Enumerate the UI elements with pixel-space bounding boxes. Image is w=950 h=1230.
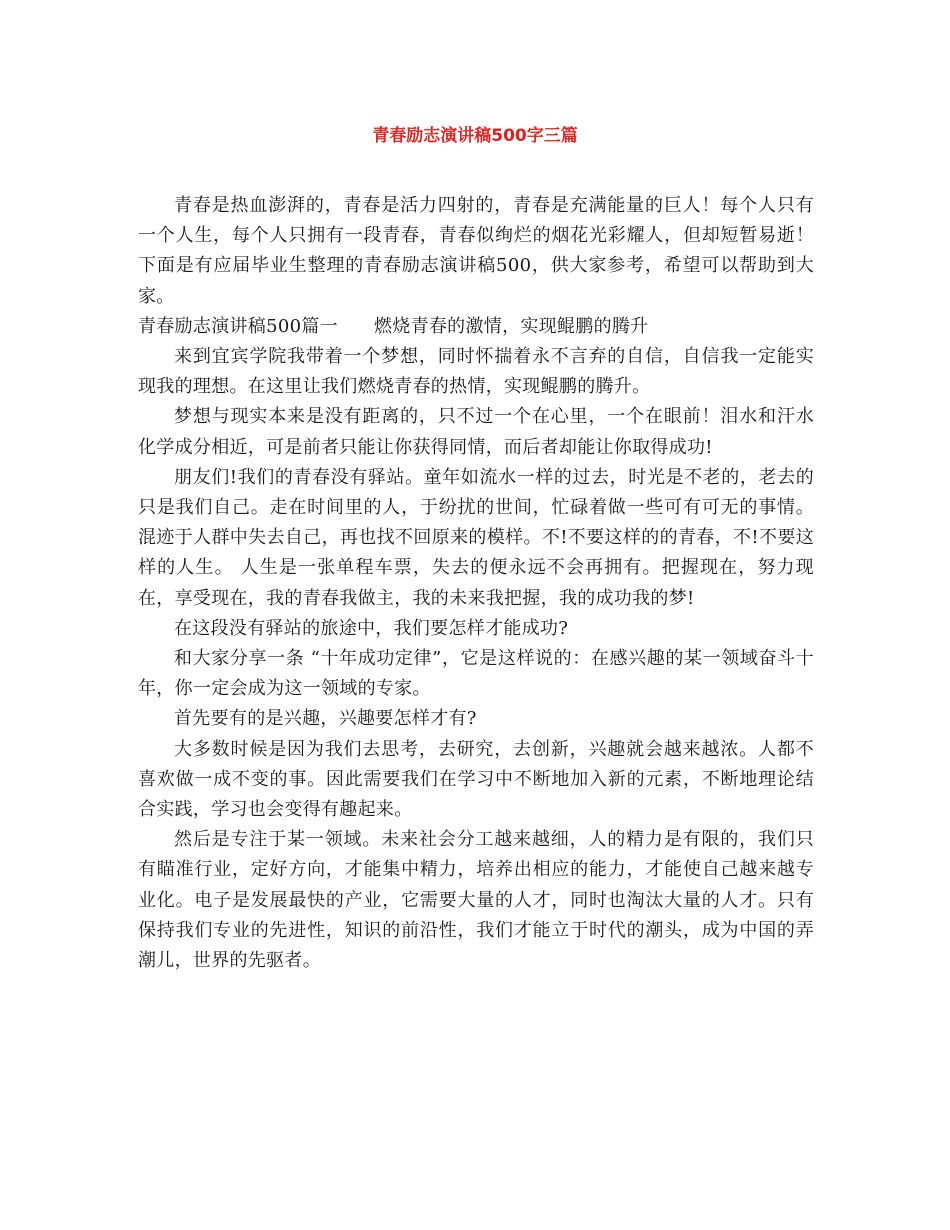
- body-paragraph: 在这段没有驿站的旅途中，我们要怎样才能成功?: [174, 617, 569, 639]
- document-title: 青春励志演讲稿500字三篇: [372, 126, 578, 146]
- body-paragraph: 朋友们!我们的青春没有驿站。童年如流水一样的过去，时光是不老的，老去的只是我们自己。走在时间里的人，于纷扰的世间，忙碌着做一些可有可无的事情。混迹于人群中失去自己，再也找不回原来的模样。不!不要这样的的青春，不!不要这样的人生。 人生是一张单程车票，失去的便永远不会再拥有。把握现在，努力现在，享受现在，我的青春我做主，我的未来我把握，我的成功我的梦!: [138, 466, 814, 609]
- body-paragraph: 梦想与现实本来是没有距离的，只不过一个在心里，一个在眼前！泪水和汗水化学成分相近，可是前者只能让你获得同情，而后者却能让你取得成功!: [138, 406, 814, 458]
- body-paragraph: 首先要有的是兴趣，兴趣要怎样才有?: [174, 708, 477, 730]
- intro-paragraph: 青春是热血澎湃的，青春是活力四射的，青春是充满能量的巨人！每个人只有一个人生，每个人只拥有一段青春，青春似绚烂的烟花光彩耀人，但却短暂易逝！下面是有应届毕业生整理的青春励志演讲稿500，供大家参考，希望可以帮助到大家。: [138, 195, 814, 307]
- body-paragraph: 大多数时候是因为我们去思考，去研究，去创新，兴趣就会越来越浓。人都不喜欢做一成不变的事。因此需要我们在学习中不断地加入新的元素，不断地理论结合实践，学习也会变得有趣起来。: [138, 738, 814, 821]
- document-body: [138, 191, 814, 976]
- section-heading: [138, 312, 814, 342]
- section-title: 燃烧青春的激情，实现鲲鹏的腾升: [373, 315, 649, 337]
- body-paragraph: 然后是专注于某一领域。未来社会分工越来越细，人的精力是有限的，我们只有瞄准行业，定好方向，才能集中精力，培养出相应的能力，才能使自己越来越专业化。电子是发展最快的产业，它需要大量的人才，同时也淘汰大量的人才。只有保持我们专业的先进性，知识的前沿性，我们才能立于时代的潮头，成为中国的弄潮儿，世界的先驱者。: [138, 829, 814, 972]
- body-paragraph: 和大家分享一条 “十年成功定律”，它是这样说的：在感兴趣的某一领域奋斗十年，你一定会成为这一领域的专家。: [138, 648, 814, 700]
- section-label: 青春励志演讲稿500篇一: [138, 315, 338, 337]
- body-paragraph: 来到宜宾学院我带着一个梦想，同时怀揣着永不言弃的自信，自信我一定能实现我的理想。在这里让我们燃烧青春的热情，实现鲲鹏的腾升。: [138, 346, 814, 398]
